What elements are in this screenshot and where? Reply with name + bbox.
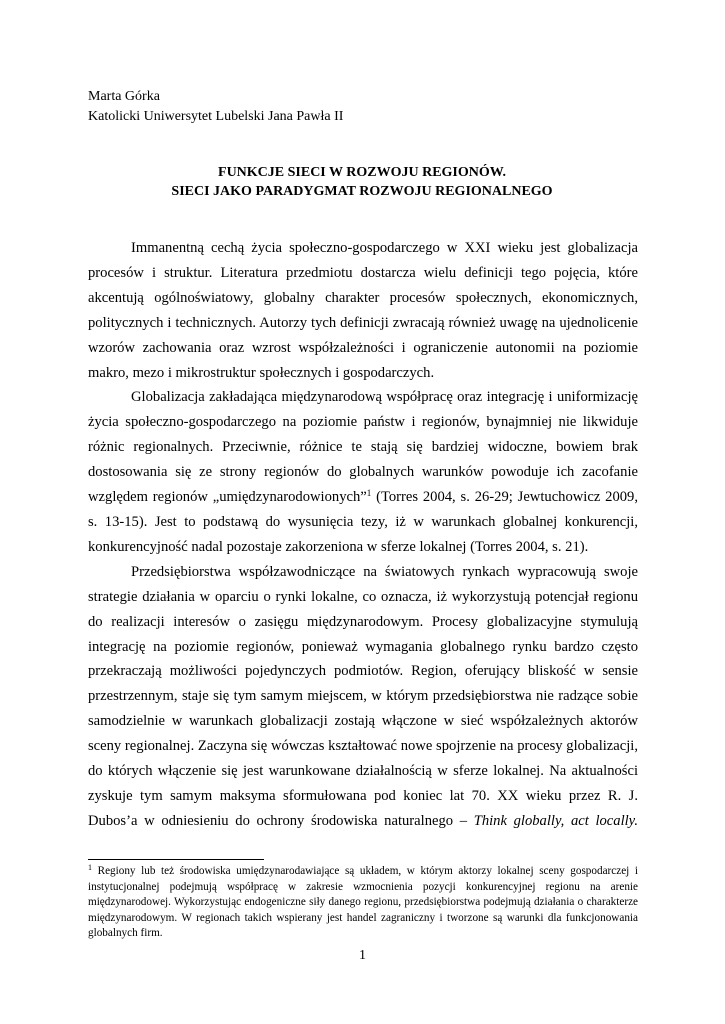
footnote-divider bbox=[88, 859, 264, 860]
paragraph-3-text: Przedsiębiorstwa współzawodniczące na światowych rynkach wypracowują swoje strategie działania w oparciu o rynki lokalne, co oznacza, iż wykorzystują potencjał regionu do realizacji interesów o zasięgu międzynarodowym. Procesy globalizacyjne stymulują integrację na poziomie regionów, ponieważ wymagania globalnego rynku bardzo często przekraczają możliwości pojedynczych podmiotów. Region, oferujący bliskość w sensie przestrzennym, staje się tym samym miejscem, w którym przedsiębiorstwa nie radzące sobie samodzielnie w warunkach globalizacji zostają włączone w sieć współzależnych aktorów sceny regionalnej. Zaczyna się wówczas kształtować nowe spojrzenie na procesy globalizacji, do których włączenie się jest warunkowane działalnością w sferze lokalnej. Na aktualności zyskuje tym samym maksyma sformułowana pod koniec lat 70. XX wieku przez R. J. Dubos’a w odniesieniu do ochrony środowiska naturalnego – bbox=[88, 563, 638, 829]
author-name: Marta Górka bbox=[88, 89, 160, 104]
footnote-text: Regiony lub też środowiska umiędzynarodawiające są układem, w którym aktorzy lokalnej sceny gospodarczej i instytucjonalnej podejmują współpracę w zakresie wzmocnienia pozycji konkurencyjnej regionu na arenie międzynarodowej. Wykorzystując endogeniczne siły danego regionu, przedsiębiorstwa podejmują działania o charakterze międzynarodowym. W regionach takich wspierany jest handel zagraniczny i tworzone są warunki dla funkcjonowania globalnych firm. bbox=[88, 865, 638, 939]
paragraph-2-text-a: Globalizacja zakładająca międzynarodową współpracę oraz integrację i uniformizację życia społeczno-gospodarczego na poziomie państw i regionów, bynajmniej nie likwiduje różnic regionalnych. Przeciwnie, różnice te stają się bardziej widoczne, bowiem brak dostosowania się ze strony regionów do globalnych warunków powoduje ich zacofanie względem regionów „umiędzynarodowionych” bbox=[88, 389, 638, 506]
title-line-2: SIECI JAKO PARADYGMAT ROZWOJU REGIONALNEGO bbox=[171, 184, 553, 199]
body-text bbox=[88, 236, 638, 834]
author-block bbox=[88, 87, 343, 127]
footnote-mark: 1 bbox=[88, 863, 92, 872]
paragraph-3-quote: Think globally, act locally. bbox=[473, 812, 639, 829]
paragraph-1: Immanentną cechą życia społeczno-gospodarczego w XXI wieku jest globalizacja procesów i struktur. Literatura przedmiotu dostarcza wielu definicji tego pojęcia, które akcentują ogólnoświatowy, globalny charakter procesów społecznych, ekonomicznych, politycznych i technicznych. Autorzy tych definicji zwracają również uwagę na ujednolicenie wzorów zachowania oraz wzrost współzależności i ograniczenie autonomii na poziomie makro, mezo i mikrostruktur społecznych i gospodarczych. bbox=[88, 240, 638, 381]
footnote bbox=[88, 864, 638, 942]
footnote-reference: 1 bbox=[366, 488, 372, 499]
title-line-1: FUNKCJE SIECI W ROZWOJU REGIONÓW. bbox=[218, 165, 506, 180]
paragraph-2 bbox=[88, 385, 638, 559]
page-number: 1 bbox=[359, 948, 366, 963]
paragraph-2-text-b: (Torres 2004, s. 26-29; Jewtuchowicz 2009, s. 13-15). Jest to podstawą do wysunięcia tezy, iż w warunkach globalnej konkurencji, konkurencyjność nadal pozostaje zakorzeniona w sferze lokalnej (Torres 2004, s. 21). bbox=[88, 489, 638, 555]
paper-title bbox=[88, 163, 636, 201]
author-affiliation: Katolicki Uniwersytet Lubelski Jana Pawła II bbox=[88, 109, 344, 124]
paragraph-3 bbox=[88, 560, 638, 834]
